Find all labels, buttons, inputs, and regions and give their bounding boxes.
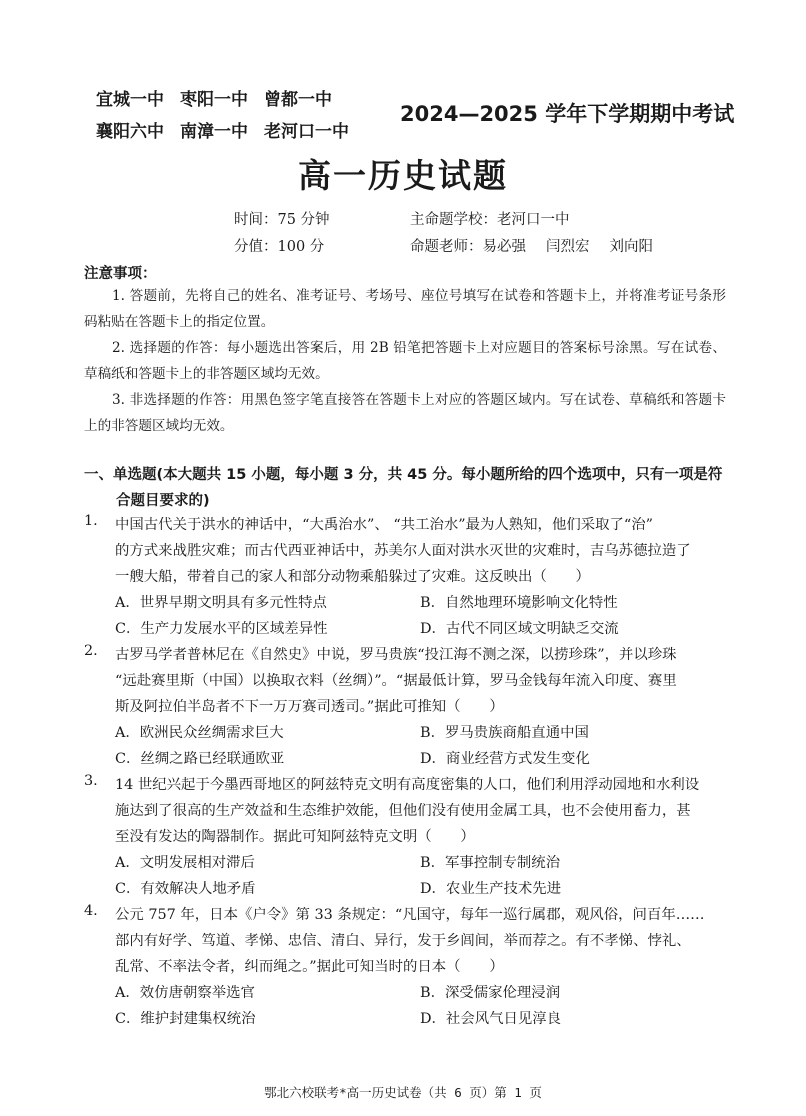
question-number: 3.: [84, 773, 98, 789]
setter-school: 主命题学校：老河口一中: [410, 212, 570, 228]
school-name: 曾都一中: [264, 90, 332, 110]
question-stem-line: 一艘大船，带着自己的家人和部分动物乘船躲过了灾难。这反映出（ ）: [115, 569, 590, 585]
question-stem-line: 的方式来战胜灾难；而古代西亚神话中，苏美尔人面对洪水灭世的灾难时，吉乌苏德拉造了: [115, 543, 691, 559]
question-number: 1.: [84, 513, 98, 529]
school-list-row-2: [96, 117, 365, 142]
option-a: A．世界早期文明具有多元性特点: [115, 595, 327, 611]
question-number: 2.: [84, 643, 98, 659]
notice-title: 注意事项：: [84, 266, 157, 282]
question-stem-line: 中国古代关于洪水的神话中，“大禹治水”、 “共工治水”最为人熟知，他们采取了“治”: [115, 517, 653, 533]
question-stem-line: “远赴赛里斯（中国）以换取衣料（丝绸）”。“据最低计算，罗马金钱每年流入印度、赛里: [115, 673, 677, 689]
option-c: C．有效解决人地矛盾: [115, 881, 256, 897]
option-d: D．古代不同区域文明缺乏交流: [420, 621, 619, 637]
setter-teachers: [410, 235, 673, 256]
question-stem-line: 乱常、不率法令者，纠而绳之。”据此可知当时的日本（ ）: [115, 959, 504, 975]
option-a: A．欧洲民众丝绸需求巨大: [115, 725, 284, 741]
exam-time: 时间：75 分钟: [234, 212, 330, 228]
option-d: D．社会风气日见淳良: [420, 1011, 562, 1027]
school-name: 襄阳六中: [96, 122, 164, 142]
school-name: 宜城一中: [96, 90, 164, 110]
teacher-name: 易必强: [482, 239, 526, 255]
option-c: C．丝绸之路已经联通欧亚: [115, 751, 285, 767]
section-heading-line: 合题目要求的): [116, 493, 210, 509]
teachers-label: 命题老师：: [410, 239, 483, 255]
option-d: D．商业经营方式发生变化: [420, 751, 590, 767]
page-footer: 鄂北六校联考*高一历史试卷（共 6 页）第 1 页: [264, 1085, 542, 1100]
option-c: C．生产力发展水平的区域差异性: [115, 621, 328, 637]
question-stem-line: 至没有发达的陶器制作。据此可知阿兹特克文明（ ）: [115, 829, 475, 845]
option-b: B．罗马贵族商船直通中国: [420, 725, 589, 741]
option-b: B．军事控制专制统治: [420, 855, 561, 871]
school-name: 枣阳一中: [180, 90, 248, 110]
subject-title: 高一历史试题: [298, 156, 508, 195]
option-b: B．深受儒家伦理浸润: [420, 985, 561, 1001]
question-stem-line: 斯及阿拉伯半岛者不下一万万赛司透司。”据此可推知（ ）: [115, 699, 504, 715]
option-a: A．文明发展相对滞后: [115, 855, 255, 871]
question-stem-line: 古罗马学者普林尼在《自然史》中说，罗马贵族“投江海不测之深，以捞珍珠”，并以珍珠: [115, 647, 677, 663]
option-a: A．效仿唐朝察举选官: [115, 985, 255, 1001]
question-number: 4.: [84, 903, 98, 919]
notice-item: 3. 非选择题的作答：用黑色签字笔直接答在答题卡上对应的答题区域内。写在试卷、草稿纸和答题卡上的非答题区域均无效。: [84, 392, 726, 434]
question-stem-line: 公元 757 年，日本《户令》第 33 条规定：“凡国守，每年一巡行属郡，观风俗，问百年……: [115, 907, 705, 923]
school-name: 老河口一中: [264, 122, 349, 142]
option-b: B．自然地理环境影响文化特性: [420, 595, 618, 611]
school-list-row-1: [96, 85, 348, 110]
teacher-name: 闫烈宏: [546, 239, 590, 255]
exam-score: 分值：100 分: [234, 239, 325, 255]
question-stem-line: 部内有好学、笃道、孝悌、忠信、清白、异行，发于乡闾间，举而荐之。有不孝悌、悖礼、: [115, 933, 691, 949]
section-heading: [84, 462, 724, 514]
question-stem-line: 施达到了很高的生产效益和生态维护效能，但他们没有使用金属工具，也不会使用畜力，甚: [115, 803, 691, 819]
school-name: 南漳一中: [180, 122, 248, 142]
option-d: D．农业生产技术先进: [420, 881, 562, 897]
notice-item: 1. 答题前，先将自己的姓名、准考证号、考场号、座位号填写在试卷和答题卡上，并将准考证号条形码粘贴在答题卡上的指定位置。: [84, 288, 726, 330]
exam-title: 2024—2025 学年下学期期中考试: [400, 102, 735, 126]
teacher-name: 刘向阳: [609, 239, 653, 255]
section-heading-line: 一、单选题(本大题共 15 小题，每小题 3 分，共 45 分。每小题所给的四个选项中，只有一项是符: [84, 467, 723, 483]
option-c: C．维护封建集权统治: [115, 1011, 256, 1027]
notice-item: 2. 选择题的作答：每小题选出答案后，用 2B 铅笔把答题卡上对应题目的答案标号涂黑。写在试卷、草稿纸和答题卡上的非答题区域均无效。: [84, 340, 726, 382]
question-stem-line: 14 世纪兴起于今墨西哥地区的阿兹特克文明有高度密集的人口，他们利用浮动园地和水利设: [115, 777, 700, 793]
